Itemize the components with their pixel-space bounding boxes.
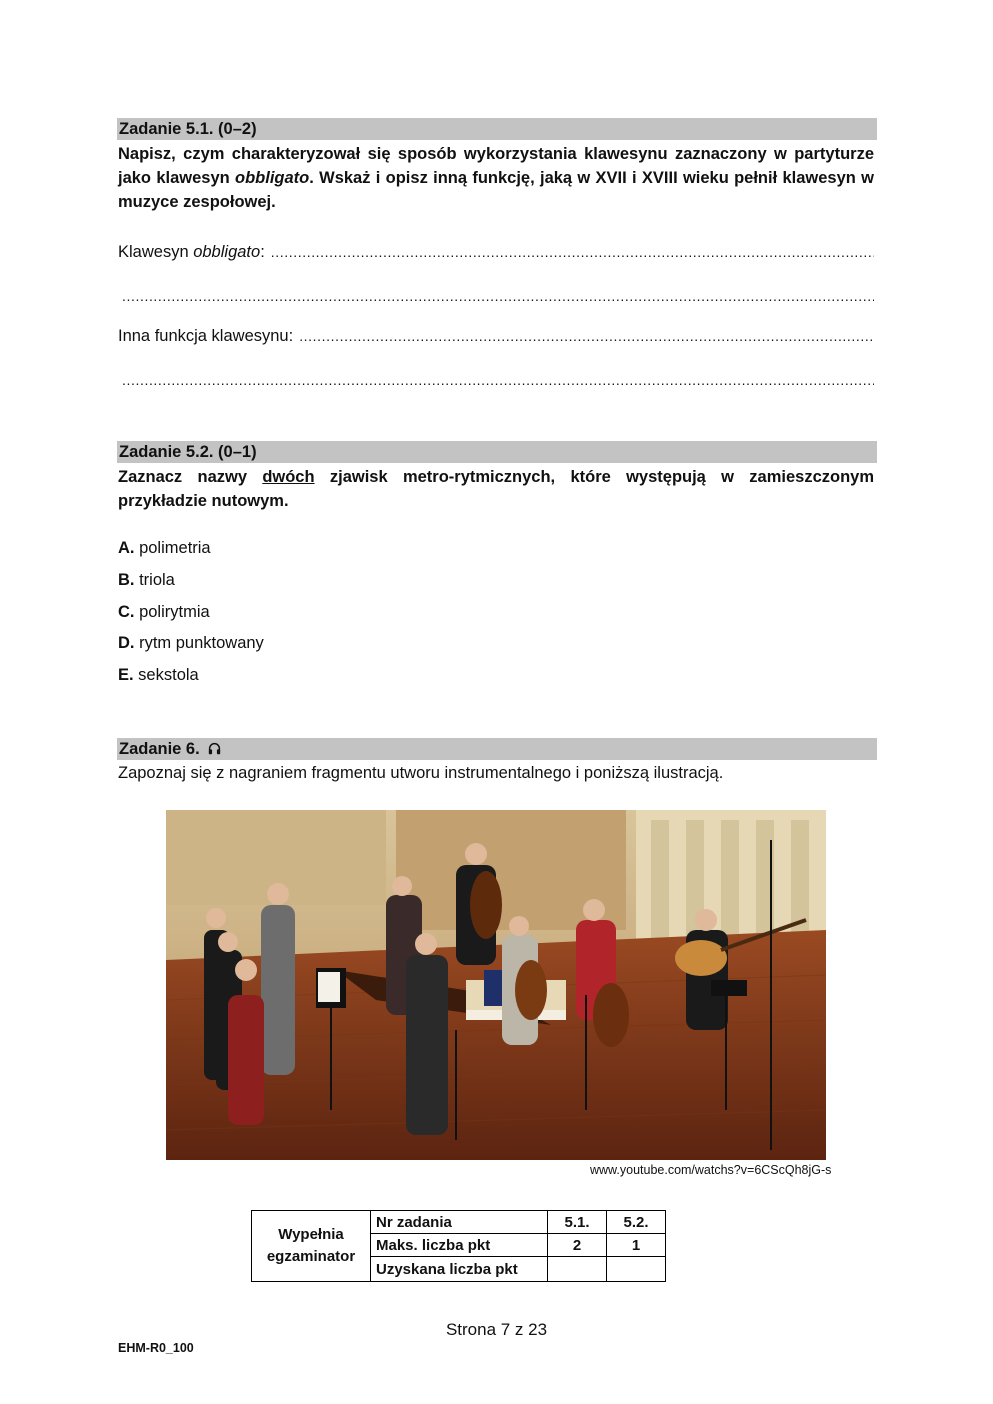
answer-line-other-function[interactable]	[118, 325, 874, 347]
score-table-col-5-1: 5.1.	[548, 1211, 607, 1234]
task-5-1-heading: Zadanie 5.1. (0–2)	[117, 118, 877, 140]
exam-code: EHM-R0_100	[118, 1341, 194, 1355]
page-number: Strona 7 z 23	[445, 1320, 548, 1339]
answer-label-other-function: Inna funkcja klawesynu:	[118, 327, 294, 345]
option-c[interactable]: C. polirytmia	[118, 603, 210, 621]
headphones-icon	[208, 742, 221, 755]
photo-credit: www.youtube.com/watchs?v=6CScQh8jG-s	[590, 1163, 832, 1177]
score-table	[251, 1210, 666, 1282]
score-table-max-5-1: 2	[548, 1234, 607, 1257]
answer-line-other-function-cont[interactable]	[118, 369, 874, 391]
option-b[interactable]: B. triola	[118, 571, 175, 589]
option-a[interactable]: A. polimetria	[118, 539, 211, 557]
score-table-col-5-2: 5.2.	[607, 1211, 666, 1234]
ensemble-photo	[166, 810, 826, 1160]
option-d[interactable]: D. rytm punktowany	[118, 634, 264, 652]
task-5-1-instruction: Napisz, czym charakteryzował się sposób wykorzystania klawesynu zaznaczony w partyturze jako klawesyn obbligato. Wskaż i opisz inną funkcję, jaką w XVII i XVIII wieku pełnił klawesyn w muzyce zespołowej.	[118, 145, 874, 211]
answer-line-obbligato[interactable]	[118, 241, 874, 263]
score-table-obtained-label: Uzyskana liczba pkt	[371, 1257, 548, 1282]
task-6-heading: Zadanie 6.	[117, 738, 877, 760]
score-table-max-label: Maks. liczba pkt	[371, 1234, 548, 1257]
task-5-2-instruction: Zaznacz nazwy dwóch zjawisk metro-rytmicznych, które występują w zamieszczonym przykładzie nutowym.	[118, 468, 875, 510]
score-table-fill-label: Wypełnia egzaminator	[252, 1211, 371, 1282]
answer-label-obbligato: Klawesyn obbligato:	[118, 243, 265, 261]
task-6-intro: Zapoznaj się z nagraniem fragmentu utworu instrumentalnego i poniższą ilustracją.	[118, 764, 724, 782]
score-table-obtained-5-1[interactable]	[548, 1257, 607, 1282]
score-table-max-5-2: 1	[607, 1234, 666, 1257]
option-e[interactable]: E. sekstola	[118, 666, 199, 684]
answer-line-obbligato-cont[interactable]	[118, 285, 874, 307]
score-table-obtained-5-2[interactable]	[607, 1257, 666, 1282]
score-table-task-no-label: Nr zadania	[371, 1211, 548, 1234]
task-5-2-heading: Zadanie 5.2. (0–1)	[117, 441, 877, 463]
